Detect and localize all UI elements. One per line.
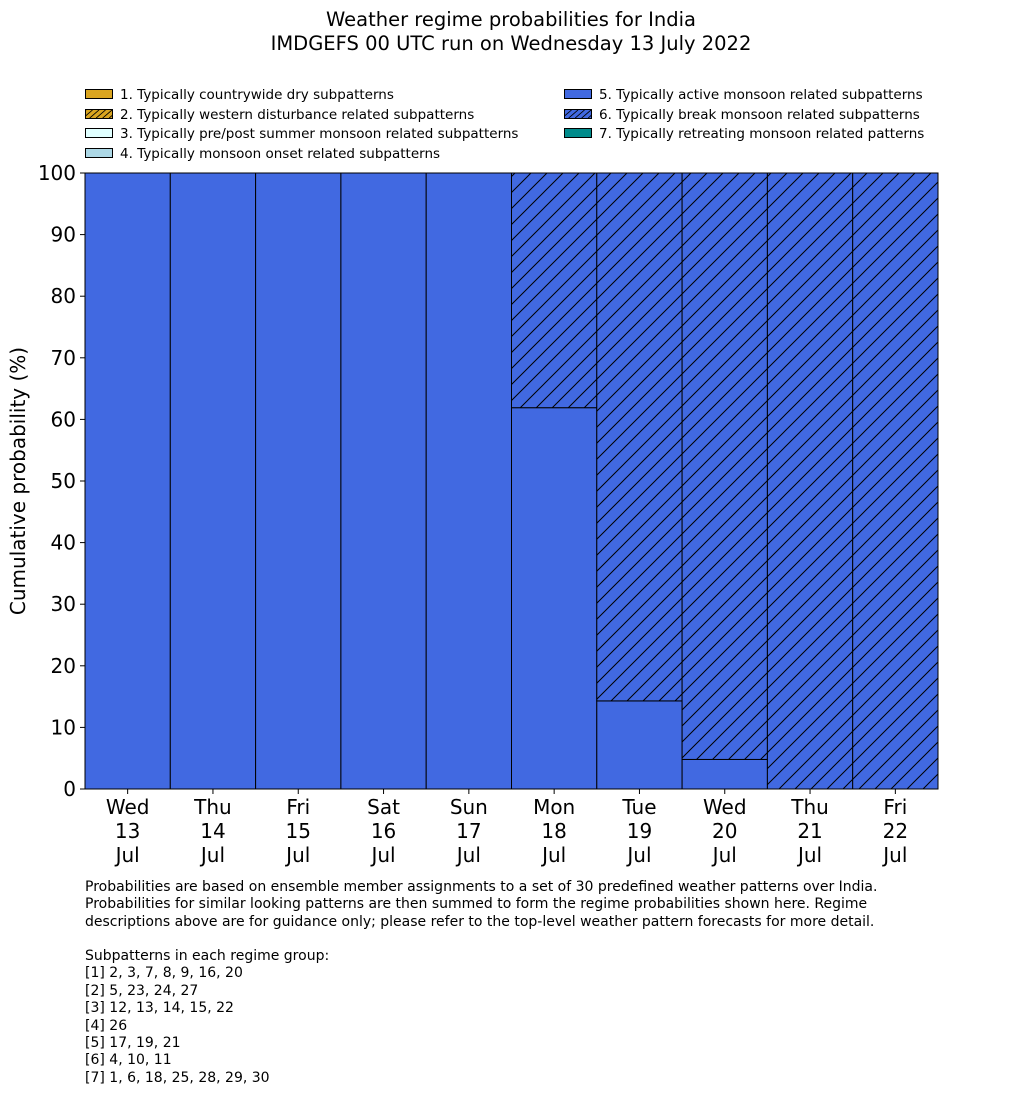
bar-segment xyxy=(170,173,255,789)
footer-notes: Probabilities are based on ensemble member assignments to a set of 30 predefined weather patterns over India. Probabilities for similar looking patterns are then summed to form the regime probabilities shown here. Regime descriptions above are for guidance only; please refer to the top-level weather pattern forecasts for more detail. xyxy=(85,879,878,930)
legend-label: 7. Typically retreating monsoon related patterns xyxy=(599,126,925,142)
legend-label: 4. Typically monsoon onset related subpatterns xyxy=(120,145,441,162)
bar-segment xyxy=(512,408,597,789)
legend-label: 6. Typically break monsoon related subpatterns xyxy=(599,106,920,123)
x-tick-label: Tue 19 Jul xyxy=(622,795,657,867)
x-tick-label: Fri 22 Jul xyxy=(882,795,909,867)
bar-segment xyxy=(767,173,852,789)
bar-segment xyxy=(426,173,511,789)
y-axis-label: Cumulative probability (%) xyxy=(6,346,30,616)
x-tick-label: Wed 20 Jul xyxy=(702,795,747,867)
y-tick-label: 50 xyxy=(50,469,76,493)
x-tick-label: Mon 18 Jul xyxy=(533,795,576,867)
y-tick-label: 40 xyxy=(50,530,76,555)
legend-label: 5. Typically active monsoon related subpatterns xyxy=(599,87,923,103)
x-tick-label: Thu 21 Jul xyxy=(791,795,829,867)
bar-segment xyxy=(682,759,767,789)
bar-segment xyxy=(512,173,597,408)
x-tick-label: Thu 14 Jul xyxy=(194,795,232,867)
x-tick-label: Wed 13 Jul xyxy=(105,795,150,867)
bar-segment xyxy=(341,173,426,789)
footer-subpattern-groups: Subpatterns in each regime group: [1] 2, 3, 7, 8, 9, 16, 20 [2] 5, 23, 24, 27 [3] 12, 13, 14, 15, 22 [4] 26 [5] 17, 19, 21 [6] 4, 10, 11 [7] 1, 6, 18, 25, 28, 29, 30 xyxy=(85,948,330,1086)
y-tick-label: 0 xyxy=(63,777,76,801)
y-tick-label: 60 xyxy=(50,407,76,432)
legend-label: 3. Typically pre/post summer monsoon related subpatterns xyxy=(120,126,519,142)
y-tick-label: 70 xyxy=(50,345,76,370)
bar-segment xyxy=(85,173,170,789)
bar-segment xyxy=(256,173,341,789)
x-tick-label: Sat 16 Jul xyxy=(367,795,400,867)
bar-segment xyxy=(597,173,682,701)
x-tick-label: Fri 15 Jul xyxy=(285,795,311,867)
y-tick-label: 80 xyxy=(50,284,76,309)
chart-title: Weather regime probabilities for India xyxy=(325,8,696,31)
legend-label: 1. Typically countrywide dry subpatterns xyxy=(120,87,394,103)
bar-segment xyxy=(682,173,767,759)
y-tick-label: 30 xyxy=(50,592,76,617)
y-tick-label: 20 xyxy=(50,653,76,678)
y-tick-label: 10 xyxy=(50,715,76,740)
y-tick-label: 90 xyxy=(50,222,76,247)
bar-segment xyxy=(597,701,682,789)
chart-subtitle: IMDGEFS 00 UTC run on Wednesday 13 July 2022 xyxy=(270,32,752,55)
bar-segment xyxy=(853,173,938,789)
y-tick-label: 100 xyxy=(37,161,76,185)
legend-label: 2. Typically western disturbance related subpatterns xyxy=(120,106,475,123)
x-tick-label: Sun 17 Jul xyxy=(449,795,488,867)
